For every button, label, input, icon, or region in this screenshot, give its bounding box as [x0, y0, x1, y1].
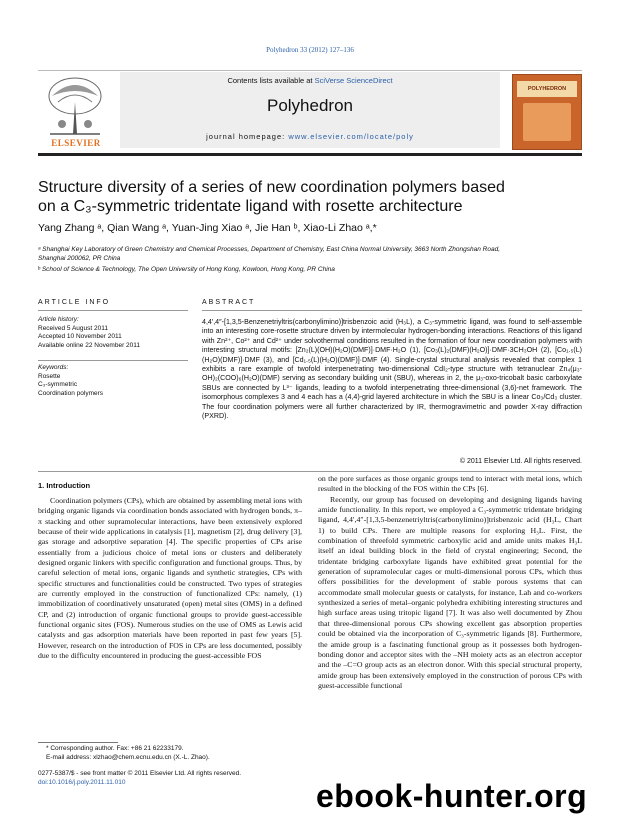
article-history [38, 316, 188, 350]
affiliation-a-line-1: ᵃ Shanghai Key Laboratory of Green Chemistry and Chemical Processes, Department of Chemistry, East China Normal University, 3663 North Zhongshan Road, [38, 246, 500, 253]
cover-illustration [523, 103, 571, 141]
cover-title: POLYHEDRON [517, 81, 577, 97]
left-column [38, 496, 302, 662]
intro-paragraph-continued: on the pore surfaces as those organic groups tend to interact with metal ions, which resulted in the blocking of the FOS within the CPs [6]. [318, 474, 582, 494]
keywords-rule [38, 360, 188, 361]
title-line-1: Structure diversity of a series of new coordination polymers based [38, 179, 505, 196]
publication-info [38, 770, 308, 787]
journal-name: Polyhedron [266, 96, 353, 115]
issn-line: 0277-5387/$ - see front matter © 2011 Elsevier Ltd. All rights reserved. [38, 770, 242, 777]
affiliation-a [38, 245, 582, 263]
online-date: Available online 22 November 2011 [38, 341, 141, 349]
watermark-text: ebook-hunter.org [316, 778, 588, 814]
introduction-heading: 1. Introduction [38, 481, 91, 490]
intro-paragraph-1: Coordination polymers (CPs), which are obtained by assembling metal ions with bridging organic ligands via coordination bonds associated with hydrogen bonds, π–π stacking and other supramolecular interactions, have been extensively explored because of their wide applications in catalysis [1], magnetism [2], drug delivery [3], gas storage and adsorptive separation [4]. The specific properties of CPs arise essentially from a judicious choice of metal ions or clusters and deliberately designed organic linkers with specific configuration and functional groups. Thus, by careful selection of metal ions, organic ligands and synthetic strategies, CPs with specific structures and functionalities could be constructed. Two types of strategies are currently employed in the construction of functionalized CPs: namely, (1) immobilization of coordinatively unsaturated (open) metal sites (OMS) in a defined CP, and (2) introduction of organic functional groups to provide guest-accessible functional organic sites (FOS). Numerous studies on the use of OMS as Lewis acid catalysts and gas adsorption materials have been reported in past few years [5]. However, research on the introduction of FOS in CPs are less documented, possibly due to the difficulty encountered in producing the guest-accessible FOS [38, 496, 302, 661]
doi-link[interactable]: doi:10.1016/j.poly.2011.11.010 [38, 778, 126, 786]
corresponding-author-note [46, 745, 296, 762]
abstract-bottom-rule [38, 471, 582, 472]
abstract-heading: ABSTRACT [202, 299, 256, 306]
footnote-rule [38, 742, 118, 743]
right-column [318, 474, 582, 691]
affiliation-a-line-2: Shanghai 200062, PR China [38, 255, 121, 262]
abstract-copyright: © 2011 Elsevier Ltd. All rights reserved. [459, 458, 582, 465]
abstract-rule [202, 310, 582, 311]
corresponding-author: * Corresponding author. Fax: +86 21 62233179. [46, 745, 184, 752]
keyword-3: Coordination polymers [38, 389, 104, 397]
contents-line [120, 76, 500, 85]
homepage-link[interactable]: www.elsevier.com/locate/poly [288, 132, 414, 141]
keywords-label: Keywords: [38, 364, 69, 371]
homepage-line [120, 132, 500, 141]
sciencedirect-link[interactable]: SciVerse ScienceDirect [314, 76, 393, 85]
affiliation-b: ᵇ School of Science & Technology, The Open University of Hong Kong, Kowloon, Hong Kong, PR China [38, 266, 335, 273]
publisher-name: ELSEVIER [51, 138, 101, 148]
journal-reference[interactable]: Polyhedron 33 (2012) 127–136 [266, 46, 354, 54]
keyword-1: Rosette [38, 372, 61, 380]
abstract-text: 4,4′,4″-[1,3,5-Benzenetriyltris(carbonylimino)]trisbenzoic acid (H₃L), a C₃-symmetric ligand, was found to self-assemble into an interesting core-rosette structure driven by intermolecular hydrogen-bonding interactions. Reactions of this ligand with Zn²⁺, Co²⁺ and Cd²⁺ under solvothermal conditions resulted in the formation of four new coordination polymers with interesting structural motifs: [Zn₂(L)(OH)(H₂O)(DMF)]·DMF·H₂O (1), [Co₃(L)₂(DMF)(H₂O)]·DMF·3CH₃OH (2), [Co₁.₅(L)(H₂O)(DMF)]·DMF (3), and [Cd₁.₅(L)(H₂O)(DMF)]·DMF (4). Single-crystal structural analysis revealed that complex 1 exhibits a rare example of twofold interpenetrating two-dimensional CdI₂-type structure with tetranuclear Zn₄(μ₃-OH)₂(COO)₆(H₂O)(DMF) serving as secondary building unit (SBU), whereas in 2, the μ₃-oxo-tricobalt basic carboxylate SBUs are connected by L³⁻ ligands, leading to a twofold interpenetrating three-dimensional (3,6)-net framework. The isomorphous complexes 3 and 4 each has a (4,4)-grid layered architecture in which the SBU is a linear Co₃/Cd₃ cluster. The four coordination polymers were all further characterized by IR, thermogravimetric and powder X-ray diffraction (PXRD). [202, 318, 582, 421]
author-email[interactable]: E-mail address: xlzhao@chem.ecnu.edu.cn (X.-L. Zhao). [46, 753, 210, 761]
article-info-rule [38, 310, 188, 311]
contents-prefix: Contents lists available at [227, 76, 315, 85]
article-title [38, 178, 582, 216]
homepage-prefix: journal homepage: [206, 132, 289, 141]
keyword-2: C₃-symmetric [38, 381, 78, 389]
author-list: Yang Zhang ᵃ, Qian Wang ᵃ, Yuan-Jing Xiao ᵃ, Jie Han ᵇ, Xiao-Li Zhao ᵃ,* [38, 222, 377, 234]
journal-cover-image [512, 74, 582, 150]
title-line-2: on a C₃-symmetric tridentate ligand with rosette architecture [38, 198, 463, 215]
history-label: Article history: [38, 316, 79, 323]
elsevier-tree-logo [40, 74, 110, 144]
accepted-date: Accepted 10 November 2011 [38, 333, 122, 341]
intro-paragraph-2: Recently, our group has focused on developing and designing ligands having amide functionality. In this report, we employed a C₃-symmetric tridentate bridging ligand, 4,4′,4″-[1,3,5-benzenetriyltris(carbonylimino)]trisbenzoic acid (H₃L, Chart 1) to build CPs. There are multiple reasons for exploring H₃L. First, the combination of threefold symmetric carboxylic acid and amide units makes H₃L itself an ideal building block in the field of crystal engineering; Second, the tridentate bridging carboxylate ligands have exhibited great potential for the generation of supramolecular cages or multi-dimensional porous CPs, which thus offers possibilities for the development of stable porous systems that can accommodate small molecular guests or catalysts, for instance, Lah and co-workers synthesized a series of metal–organic polyhedra exhibiting interesting structures and high surface areas using tritopic ligand [7]. It was also well documented by Zhou that three-dimensional porous CPs showing excellent gas absorption properties could be obtained via the incorporation of C₃-symmetric ligands [8]. Furthermore, the amide group is a fascinating functional group as it possesses both hydrogen-bonding donor and acceptor sites with the –NH moiety acts as an electron acceptor and the –C=O group acts as an electron donor. With this special structural property, amide group has been extensively employed in the construction of porous CPs with guest-accessible functional [318, 494, 582, 690]
keywords [38, 364, 188, 398]
article-info-heading: ARTICLE INFO [38, 299, 111, 306]
received-date: Received 5 August 2011 [38, 324, 108, 332]
